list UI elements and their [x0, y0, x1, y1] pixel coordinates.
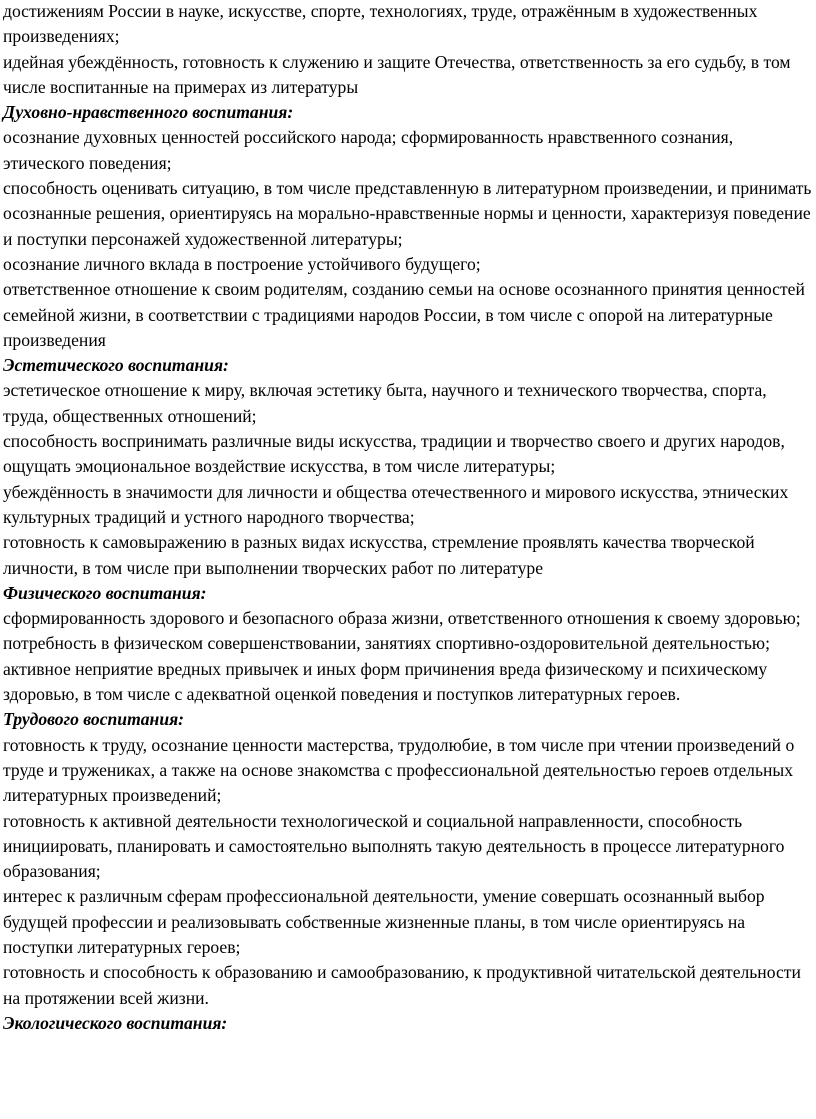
paragraph: идейная убеждённость, готовность к служению и защите Отечества, ответственность за его судьбу, в том числе воспитанные на примерах из литературы — [3, 51, 791, 97]
document-page — [3, 0, 813, 1036]
section-heading-spiritual: Духовно-нравственного воспитания: — [3, 102, 294, 123]
section-heading-aesthetic: Эстетического воспитания: — [3, 355, 229, 376]
paragraph: способность оценивать ситуацию, в том числе представленную в литературном произведении, и принимать осознанные решения, ориентируясь на морально-нравственные нормы и ценности, характеризуя поведение и поступки персонажей художественной литературы; — [3, 178, 812, 249]
section-heading-labor: Трудового воспитания: — [3, 709, 185, 730]
paragraph: готовность к активной деятельности технологической и социальной направленности, способность инициировать, планировать и самостоятельно выполнять такую деятельность в процессе литературного образования; — [3, 810, 785, 882]
section-heading-physical: Физического воспитания: — [3, 582, 207, 603]
paragraph: активное неприятие вредных привычек и иных форм причинения вреда физическому и психическому здоровью, в том числе с адекватной оценкой поведения и поступков литературных героев. — [3, 658, 768, 705]
paragraph: осознание духовных ценностей российского народа; сформированность нравственного сознания, этического поведения; — [3, 127, 734, 173]
paragraph: интерес к различным сферам профессиональной деятельности, умение совершать осознанный выбор будущей профессии и реализовывать собственные жизненные планы, в том числе ориентируясь на поступки литературных героев; — [3, 886, 765, 957]
paragraph: осознание личного вклада в построение устойчивого будущего; — [3, 253, 481, 274]
paragraph: потребность в физическом совершенствовании, занятиях спортивно-оздоровительной деятельностью; — [3, 633, 770, 654]
paragraph: способность воспринимать различные виды искусства, традиции и творчество своего и других народов, ощущать эмоциональное воздействие искусства, в том числе литературы; — [3, 431, 785, 477]
section-heading-ecological: Экологического воспитания: — [3, 1012, 228, 1033]
paragraph: готовность и способность к образованию и самообразованию, к продуктивной читательской деятельности на протяжении всей жизни. — [3, 962, 801, 1008]
paragraph: готовность к самовыражению в разных видах искусства, стремление проявлять качества творческой личности, в том числе при выполнении творческих работ по литературе — [3, 532, 755, 578]
paragraph: эстетическое отношение к миру, включая эстетику быта, научного и технического творчества, спорта, труда, общественных отношений; — [3, 380, 767, 426]
paragraph: готовность к труду, осознание ценности мастерства, трудолюбие, в том числе при чтении произведений о труде и тружениках, а также на основе знакомства с профессиональной деятельностью героев отдельных литературных произведений; — [3, 734, 795, 806]
paragraph: ответственное отношение к своим родителям, созданию семьи на основе осознанного принятия ценностей семейной жизни, в соответствии с традициями народов России, в том числе с опорой на литературные произведения — [3, 279, 805, 350]
paragraph: достижениям России в науке, искусстве, спорте, технологиях, труде, отражённым в художественных произведениях; — [3, 1, 758, 47]
paragraph: сформированность здорового и безопасного образа жизни, ответственного отношения к своему здоровью; — [3, 608, 801, 629]
paragraph: убеждённость в значимости для личности и общества отечественного и мирового искусства, этнических культурных традиций и устного народного творчества; — [3, 481, 789, 527]
